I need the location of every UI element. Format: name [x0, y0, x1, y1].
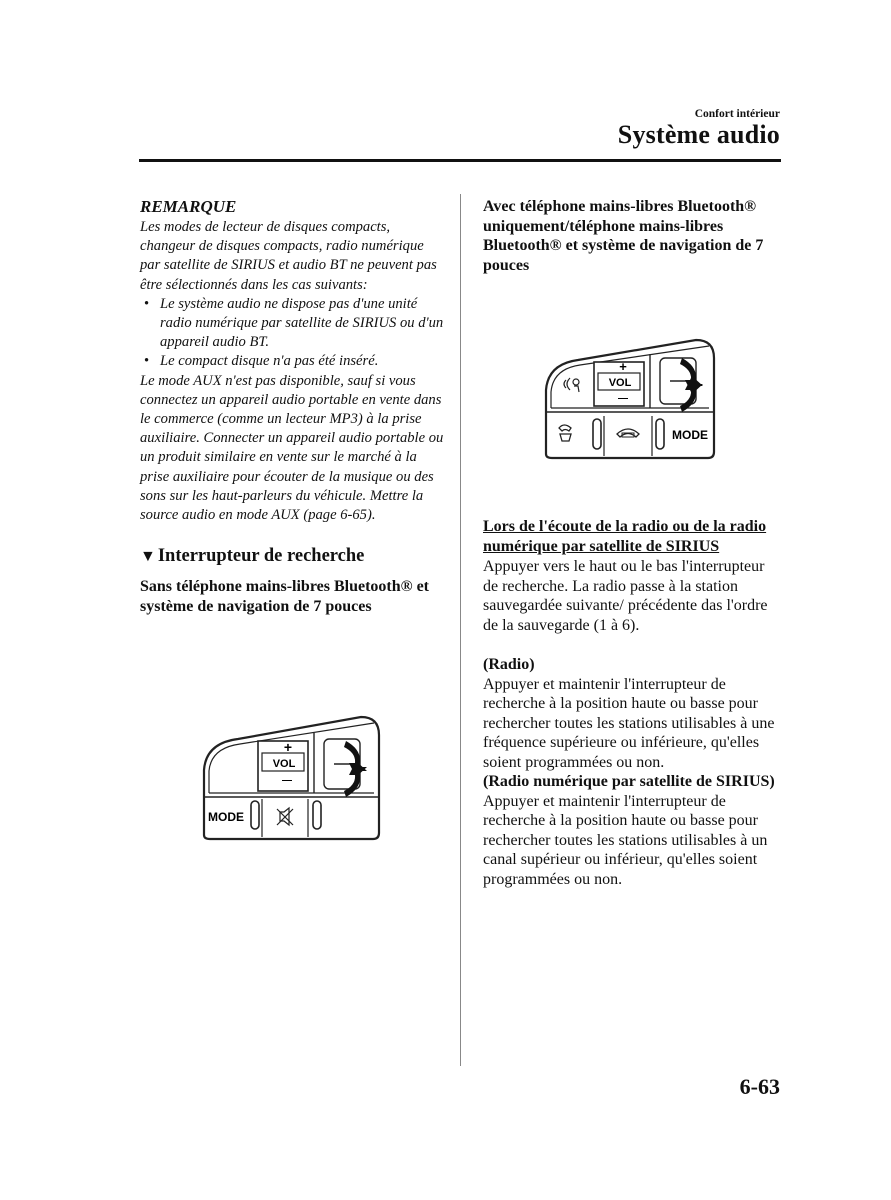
header-rule [139, 159, 781, 162]
volume-up-label: + [619, 359, 627, 374]
radio-label: (Radio) [483, 656, 535, 673]
column-divider [460, 194, 461, 1066]
section-heading-text: Interrupteur de recherche [157, 546, 365, 567]
triangle-down-icon: ▼ [140, 547, 156, 565]
radio-hold-text: Appuyer et maintenir l'interrupteur de recherche à la position haute ou basse pour rechercher toutes les stations utilisables à une fréquence supérieure ou inférieure, qu'elles soient programmées ou non. [483, 675, 775, 771]
left-column [140, 197, 445, 616]
header-section: Confort intérieur [694, 108, 780, 120]
note-list [140, 295, 445, 372]
volume-up-label: + [283, 739, 293, 755]
volume-down-label: — [282, 775, 292, 786]
radio-heading: Lors de l'écoute de la radio ou de la radio numérique par satellite de SIRIUS [483, 518, 767, 555]
mode-button-label: MODE [672, 428, 708, 442]
note-intro: Les modes de lecteur de disques compacts, changeur de disques compacts, radio numérique par satellite de SIRIUS et audio BT ne peuvent pas être sélectionnés dans les cas suivants: [140, 219, 437, 293]
vol-label: VOL [608, 377, 632, 389]
sirius-label: (Radio numérique par satellite de SIRIUS) [483, 773, 775, 790]
vol-label: VOL [272, 758, 296, 770]
radio-text: Appuyer vers le haut ou le bas l'interrupteur de recherche. La radio passe à la station sauvegardée suivante/ précédente das l'ordre de la sauvegarde (1 à 6). [483, 558, 768, 634]
sirius-text: Appuyer et maintenir l'interrupteur de recherche à la position haute ou basse pour rechercher toutes les stations utilisables à un canal supérieur ou inférieur, qu'elles soient programmées ou non. [483, 792, 768, 888]
note-title: REMARQUE [140, 197, 237, 216]
right-column [483, 197, 783, 275]
note-item: • Le compact disque n'a pas été inséré. [140, 352, 445, 371]
volume-down-label: — [618, 393, 628, 404]
note-item: • Le système audio ne dispose pas d'une unité radio numérique par satellite de SIRIUS ou d'un appareil audio BT. [140, 295, 445, 353]
right-column-body [483, 517, 783, 889]
page-number: 6-63 [739, 1074, 780, 1099]
steering-switch-diagram-bluetooth [538, 338, 720, 462]
note-aux: Le mode AUX n'est pas disponible, sauf si vous connectez un appareil audio portable en vente dans le commerce (comme un lecteur MP3) à la prise auxiliaire. Connecter un appareil audio portable ou un produit similaire en vente sur le marché à la prise auxiliaire pour écouter de la musique ou des sons sur les haut-parleurs du véhicule. Mettre la source audio en mode AUX (page 6-65). [140, 372, 444, 524]
section-heading [140, 546, 445, 567]
sub-heading-with-bluetooth: Avec téléphone mains-libres Bluetooth® uniquement/téléphone mains-libres Bluetooth® et système de navigation de 7 pouces [483, 198, 764, 274]
steering-switch-diagram-basic [196, 715, 384, 843]
sub-heading-no-bluetooth: Sans téléphone mains-libres Bluetooth® et système de navigation de 7 pouces [140, 578, 430, 615]
mode-button-label: MODE [208, 810, 244, 824]
page-title: Système audio [617, 120, 780, 149]
